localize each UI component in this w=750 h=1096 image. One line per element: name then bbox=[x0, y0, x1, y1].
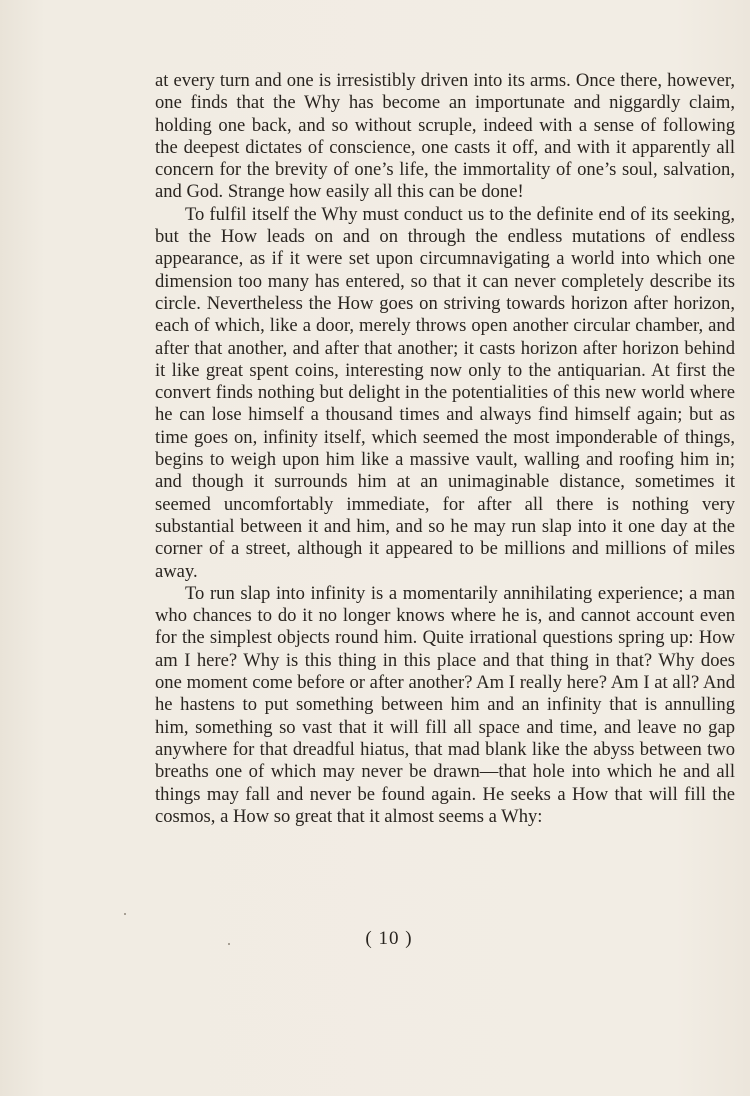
page-number-label: ( 10 ) bbox=[365, 928, 413, 949]
paragraph: To run slap into infinity is a momentarily annihilating experience; a man who chances to do it no longer knows where he is, and cannot account even for the simplest objects round him. Quite irrational questions spring up: How am I here? Why is this thing in this place and that thing in that? Why does one moment come before or after another? Am I really here? Am I at all? And he hastens to put something between him and an infinity that is annulling him, something so vast that it will fill all space and time, and leave no gap anywhere for that dreadful hiatus, that mad blank like the abyss between two breaths one of which may never be drawn—that hole into which he and all things may fall and never be found again. He seeks a How that will fill the cosmos, a How so great that it almost seems a Why: bbox=[155, 582, 735, 827]
body-text bbox=[155, 70, 735, 828]
paper-speck bbox=[124, 913, 126, 915]
paragraph-continued: at every turn and one is irresistibly driven into its arms. Once there, however, one finds that the Why has become an importunate and niggardly claim, holding one back, and so without scruple, indeed with a sense of following the deepest dictates of conscience, one casts it off, and with it apparently all concern for the brevity of one’s life, the immortality of one’s soul, salvation, and God. Strange how easily all this can be done! bbox=[155, 70, 735, 203]
page-number bbox=[0, 928, 750, 950]
paragraph: To fulfil itself the Why must conduct us to the definite end of its seeking, but the How leads on and on through the endless mutations of endless appearance, as if it were set upon circumnavigating a world into which one dimension too many has entered, so that it can never completely describe its circle. Nevertheless the How goes on striving towards horizon after horizon, each of which, like a door, merely throws open another circular chamber, and after that another, and after that another; it casts horizon after horizon behind it like great spent coins, interesting now only to the antiquarian. At first the convert finds nothing but delight in the potentialities of this new world where he can lose himself a thousand times and always find himself again; but as time goes on, infinity itself, which seemed the most imponderable of things, begins to weigh upon him like a massive vault, walling and roofing him in; and though it surrounds him at an unimaginable distance, sometimes it seemed uncomfortably immediate, for after all there is nothing very substantial between it and him, and so he may run slap into it one day at the corner of a street, although it appeared to be millions and millions of miles away. bbox=[155, 203, 735, 582]
paper-speck bbox=[228, 943, 230, 945]
